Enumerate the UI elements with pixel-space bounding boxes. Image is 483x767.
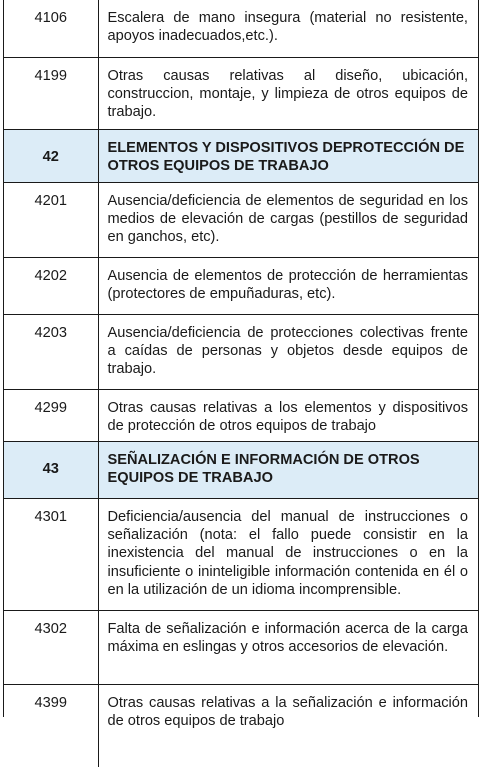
section-title: ELEMENTOS Y DISPOSITIVOS DEPROTECCIÓN DE OTROS EQUIPOS DE TRABAJO bbox=[98, 129, 478, 182]
table-row bbox=[4, 0, 478, 57]
table-row bbox=[4, 57, 478, 129]
cause-description: Ausencia/deficiencia de elementos de seguridad en los medios de elevación de cargas (pestillos de seguridad en ganchos, etc). bbox=[98, 182, 478, 257]
cause-description: Otras causas relativas a los elementos y dispositivos de protección de otros equipos de trabajo bbox=[98, 389, 478, 441]
cause-code: 4399 bbox=[4, 684, 98, 767]
table-row bbox=[4, 610, 478, 684]
cause-code: 4199 bbox=[4, 57, 98, 129]
cause-code: 4301 bbox=[4, 498, 98, 610]
table-row bbox=[4, 314, 478, 389]
table-row bbox=[4, 684, 478, 767]
cause-code: 4201 bbox=[4, 182, 98, 257]
table-row bbox=[4, 389, 478, 441]
cause-description: Ausencia/deficiencia de protecciones colectivas frente a caídas de personas y objetos desde equipos de trabajo. bbox=[98, 314, 478, 389]
causes-table bbox=[4, 0, 478, 767]
section-code: 42 bbox=[4, 129, 98, 182]
section-title: SEÑALIZACIÓN E INFORMACIÓN DE OTROS EQUIPOS DE TRABAJO bbox=[98, 441, 478, 498]
cause-description: Falta de señalización e información acerca de la carga máxima en eslingas y otros accesorios de elevación. bbox=[98, 610, 478, 684]
section-code: 43 bbox=[4, 441, 98, 498]
cause-code: 4299 bbox=[4, 389, 98, 441]
table-row bbox=[4, 257, 478, 314]
section-header-row bbox=[4, 129, 478, 182]
cause-description: Deficiencia/ausencia del manual de instrucciones o señalización (nota: el fallo puede consistir en la inexistencia del manual de instrucciones o en la insuficiente o ininteligible información contenida en él o en la utilización de un idioma incomprensible. bbox=[98, 498, 478, 610]
table-row bbox=[4, 498, 478, 610]
section-header-row bbox=[4, 441, 478, 498]
cause-code: 4202 bbox=[4, 257, 98, 314]
cause-code: 4203 bbox=[4, 314, 98, 389]
cause-description: Ausencia de elementos de protección de herramientas (protectores de empuñaduras, etc). bbox=[98, 257, 478, 314]
cause-code: 4302 bbox=[4, 610, 98, 684]
table-row bbox=[4, 182, 478, 257]
causes-table-container bbox=[3, 0, 479, 729]
cause-description: Otras causas relativas a la señalización e información de otros equipos de trabajo bbox=[98, 684, 478, 767]
cause-description: Escalera de mano insegura (material no resistente, apoyos inadecuados,etc.). bbox=[107, 10, 468, 45]
cause-code: 4106 bbox=[4, 0, 98, 57]
cause-description: Otras causas relativas al diseño, ubicación, construccion, montaje, y limpieza de otros equipos de trabajo. bbox=[98, 57, 478, 129]
